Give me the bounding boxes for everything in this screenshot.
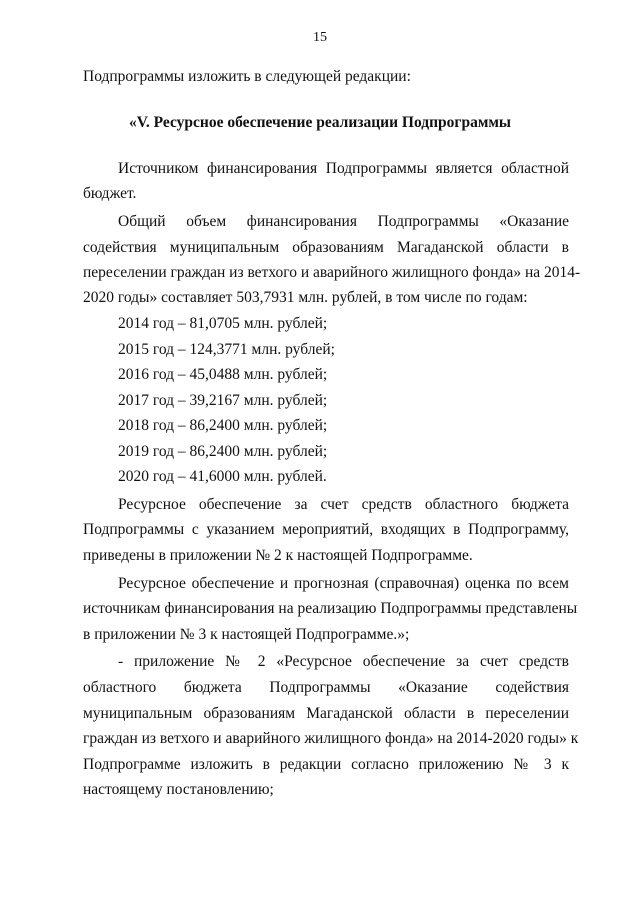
text-line: 2020 годы» составляет 503,7931 млн. рублей, в том числе по годам: [83, 289, 528, 306]
text-line: Подпрограмме изложить в редакции согласно приложению № 3 к [83, 756, 569, 773]
intro-line: Подпрограммы изложить в следующей редакции: [83, 68, 411, 85]
year-item: 2020 год – 41,6000 млн. рублей. [118, 468, 327, 485]
text-line: граждан из ветхого и аварийного жилищного фонда» на 2014-2020 годы» к [83, 730, 579, 747]
year-item: 2016 год – 45,0488 млн. рублей; [118, 366, 328, 383]
year-item: 2017 год – 39,2167 млн. рублей; [118, 392, 328, 409]
text-line: переселении граждан из ветхого и аварийного жилищного фонда» на 2014- [83, 264, 581, 281]
year-item: 2019 год – 86,2400 млн. рублей; [118, 443, 328, 460]
text-line: областного бюджета Подпрограммы «Оказание содействия [83, 679, 569, 696]
text-line: - приложение № 2 «Ресурсное обеспечение за счет средств [118, 653, 569, 670]
section-heading: «V. Ресурсное обеспечение реализации Подпрограммы [128, 114, 512, 131]
text-line: муниципальным образованиям Магаданской области в переселении [83, 705, 569, 722]
text-line: источникам финансирования на реализацию Подпрограммы представлены [83, 600, 578, 617]
text-line: Общий объем финансирования Подпрограммы «Оказание [118, 213, 569, 230]
text-line: приведены в приложении № 2 к настоящей Подпрограмме. [83, 547, 473, 564]
text-line: Подпрограммы с указанием мероприятий, входящих в Подпрограмму, [83, 521, 569, 538]
text-line: бюджет. [83, 185, 137, 202]
text-line: настоящему постановлению; [83, 781, 274, 798]
text-line: в приложении № 3 к настоящей Подпрограмме.»; [83, 626, 410, 643]
year-item: 2014 год – 81,0705 млн. рублей; [118, 315, 328, 332]
text-line: Ресурсное обеспечение и прогнозная (справочная) оценка по всем [118, 575, 569, 592]
year-item: 2015 год – 124,3771 млн. рублей; [118, 341, 335, 358]
text-line: Ресурсное обеспечение за счет средств областного бюджета [118, 496, 569, 513]
page-number: 15 [313, 30, 327, 45]
text-line: содействия муниципальным образованиям Магаданской области в [83, 239, 569, 256]
text-line: Источником финансирования Подпрограммы является областной [118, 160, 569, 177]
year-item: 2018 год – 86,2400 млн. рублей; [118, 417, 328, 434]
